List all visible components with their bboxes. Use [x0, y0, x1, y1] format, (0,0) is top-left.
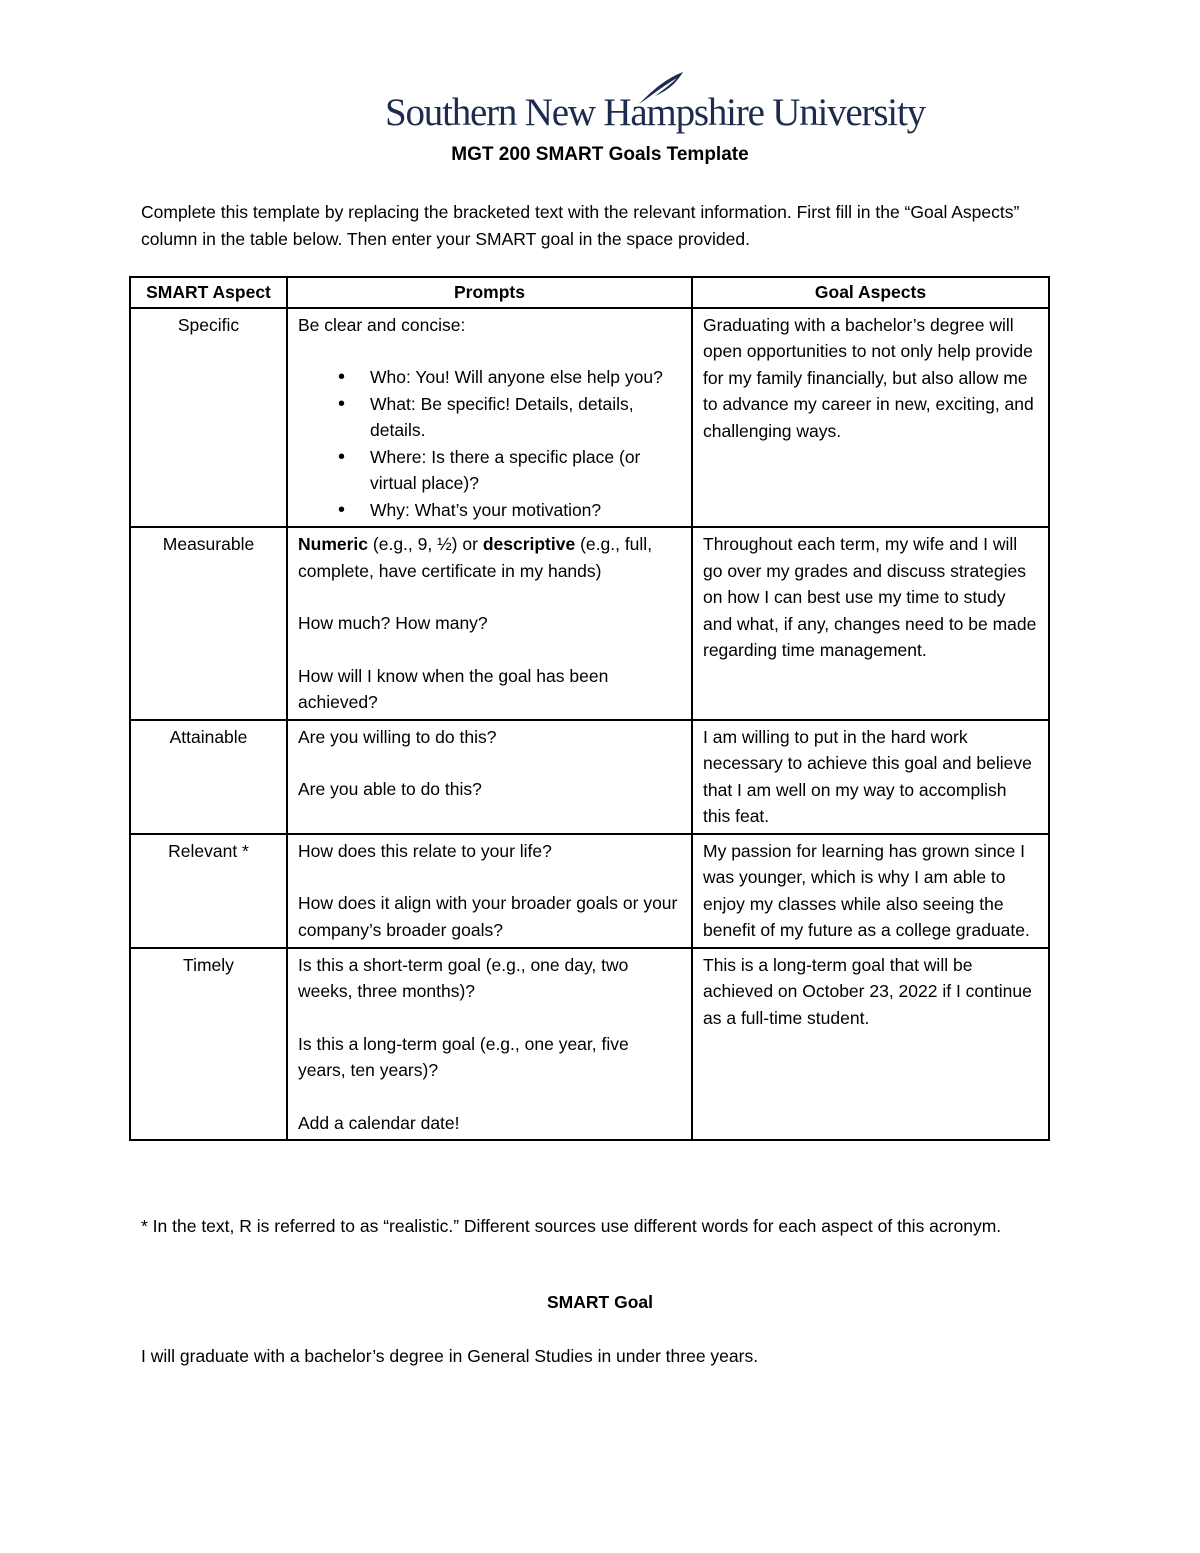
- list-item: • Who: You! Will anyone else help you?: [370, 364, 681, 391]
- aspect-cell: Timely: [130, 948, 287, 1141]
- list-item: • Where: Is there a specific place (or virtual place)?: [370, 444, 681, 497]
- goal-cell: This is a long-term goal that will be achieved on October 23, 2022 if I continue as a full-time student.: [692, 948, 1049, 1141]
- document-title: MGT 200 SMART Goals Template: [451, 144, 749, 165]
- university-logo: [385, 68, 925, 134]
- aspect-cell: Measurable: [130, 527, 287, 720]
- table-row-measurable: [130, 527, 1049, 720]
- instructions-paragraph: Complete this template by replacing the bracketed text with the relevant information. First fill in the “Goal Aspects” column in the table below. Then enter your SMART goal in the space provided.: [141, 202, 1020, 249]
- prompts-cell: [287, 527, 692, 720]
- table-header-row: [130, 277, 1049, 308]
- prompt-text: Be clear and concise:: [298, 314, 466, 335]
- smart-goal-heading: SMART Goal: [547, 1292, 653, 1312]
- list-item: • What: Be specific! Details, details, details.: [370, 391, 681, 444]
- smart-goal-text: I will graduate with a bachelor’s degree in General Studies in under three years.: [141, 1346, 759, 1366]
- column-header: Goal Aspects: [692, 277, 1049, 308]
- bold-term: Numeric: [298, 534, 369, 554]
- prompts-cell: [287, 834, 692, 948]
- column-header: SMART Aspect: [130, 277, 287, 308]
- table-row-relevant: [130, 834, 1049, 948]
- prompt-text: How does this relate to your life?: [298, 840, 552, 861]
- prompt-text: Is this a long-term goal (e.g., one year, five years, ten years)?: [298, 1033, 629, 1080]
- prompts-cell: [287, 948, 692, 1141]
- bold-term: descriptive: [482, 534, 576, 554]
- prompt-text: How does it align with your broader goals or your company’s broader goals?: [298, 893, 678, 940]
- prompt-text: Numeric (e.g., 9, ½) or descriptive (e.g., full, complete, have certificate in my hands): [298, 534, 653, 581]
- table-row-timely: [130, 948, 1049, 1141]
- aspect-cell: Specific: [130, 308, 287, 528]
- prompts-cell: [287, 308, 692, 528]
- prompts-cell: [287, 720, 692, 834]
- goal-cell: Throughout each term, my wife and I will go over my grades and discuss strategies on how I can best use my time to study and what, if any, changes need to be made regarding time management.: [692, 527, 1049, 720]
- prompt-bullet-list: [298, 364, 681, 523]
- list-item: • Why: What’s your motivation?: [370, 497, 681, 524]
- table-row-specific: [130, 308, 1049, 528]
- column-header: Prompts: [287, 277, 692, 308]
- feather-icon: [633, 68, 693, 108]
- table-row-attainable: [130, 720, 1049, 834]
- prompt-text: Is this a short-term goal (e.g., one day, two weeks, three months)?: [298, 954, 629, 1001]
- aspect-cell: Relevant *: [130, 834, 287, 948]
- aspect-cell: Attainable: [130, 720, 287, 834]
- prompt-text: Are you able to do this?: [298, 779, 482, 799]
- goal-cell: Graduating with a bachelor’s degree will open opportunities to not only help provide for my family financially, but also allow me to advance my career in new, exciting, and challenging ways.: [692, 308, 1049, 528]
- smart-goals-table: [129, 276, 1050, 1141]
- goal-cell: I am willing to put in the hard work necessary to achieve this goal and believe that I am well on my way to accomplish this feat.: [692, 720, 1049, 834]
- prompt-text: Add a calendar date!: [298, 1112, 460, 1133]
- prompt-text: How will I know when the goal has been achieved?: [298, 665, 609, 712]
- logo-wordmark: Southern New Hampshire University: [385, 91, 925, 134]
- prompt-text: Are you willing to do this?: [298, 726, 497, 747]
- prompt-text: How much? How many?: [298, 613, 488, 633]
- goal-cell: My passion for learning has grown since I was younger, which is why I am able to enjoy my classes while also seeing the benefit of my future as a college graduate.: [692, 834, 1049, 948]
- footnote: * In the text, R is referred to as “realistic.” Different sources use different words for each aspect of this acronym.: [141, 1216, 1002, 1236]
